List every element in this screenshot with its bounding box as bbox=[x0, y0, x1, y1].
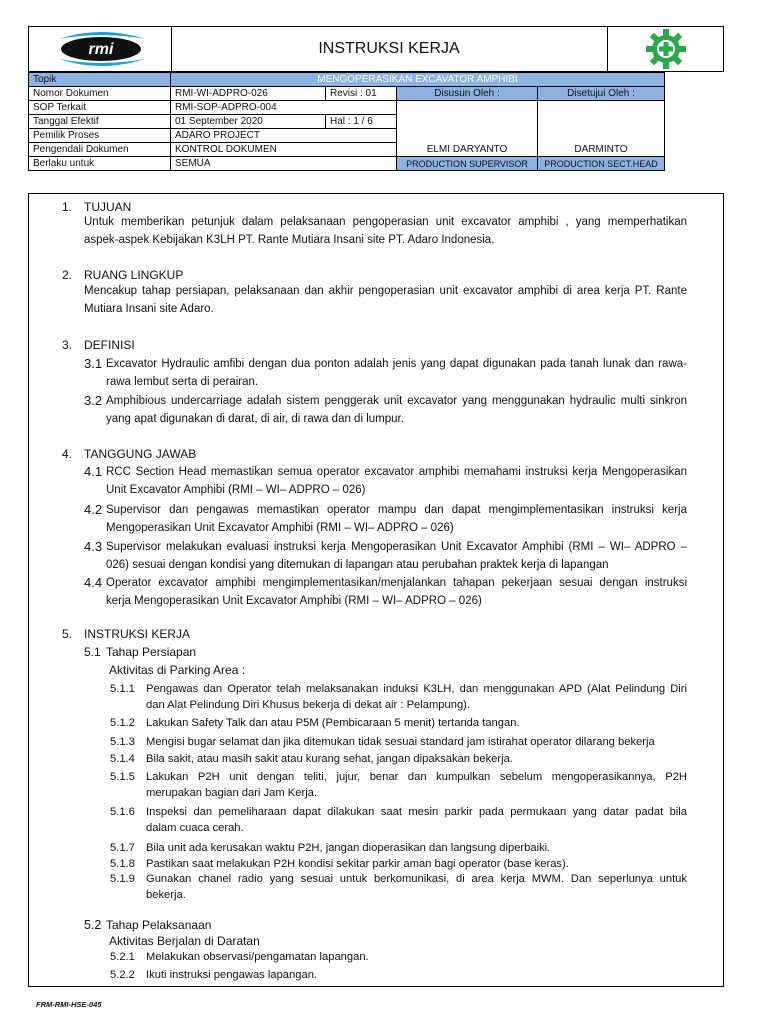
section-title: TANGGUNG JAWAB bbox=[84, 447, 197, 461]
document-meta-table bbox=[28, 72, 665, 171]
responsibility-text: Mengoperasikan Unit Excavator Amphibi (RMI – WI– ADPRO – 026) bbox=[106, 522, 454, 534]
step-number: 5.1.2 bbox=[110, 717, 135, 729]
document-header bbox=[28, 26, 724, 72]
subsection-number: 5.2 bbox=[84, 918, 102, 932]
step-number: 5.2.1 bbox=[110, 951, 135, 963]
meta-row bbox=[29, 87, 665, 101]
meta-value: ADARO PROJECT bbox=[171, 129, 397, 143]
responsibility-text: Unit Excavator Amphibi (RMI – WI– ADPRO – 026) bbox=[106, 484, 366, 496]
meta-row bbox=[29, 157, 665, 171]
meta-label: SOP Terkait bbox=[29, 101, 171, 115]
logo-text: rmi bbox=[88, 41, 114, 58]
meta-extra: Revisi : 01 bbox=[326, 87, 397, 101]
section-title: DEFINISI bbox=[84, 338, 135, 352]
step-number: 5.1.3 bbox=[110, 736, 135, 748]
responsibility-text: Supervisor dan pengawas memastikan operator mampu dan dapat mengimplementasikan instruksi kerja bbox=[106, 504, 687, 516]
rmi-logo bbox=[29, 27, 171, 71]
subsection-number: 5.1 bbox=[84, 645, 101, 659]
definition-text: Amphibious undercarriage adalah sistem penggerak unit excavator yang menggunakan hydraulic multi sinkron bbox=[106, 395, 687, 407]
disusun-name: ELMI DARYANTO bbox=[397, 101, 538, 157]
disetujui-label: Disetujui Oleh : bbox=[538, 87, 665, 101]
activity-title: Aktivitas Berjalan di Daratan bbox=[109, 934, 260, 948]
step-text: Pastikan saat melakukan P2H kondisi sekitar parkir aman bagi operator (base keras). bbox=[146, 858, 569, 870]
disusun-label: Disusun Oleh : bbox=[397, 87, 538, 101]
definition-text: yang apat digunakan di darat, di air, di rawa dan di lumpur. bbox=[106, 413, 404, 425]
definition-text: Excavator Hydraulic amfibi dengan dua ponton adalah jenis yang dapat digunakan pada tanah lunak dan rawa- bbox=[106, 358, 687, 370]
step-text: Inspeksi dan pemeliharaan dapat dilakukan saat mesin parkir pada permukaan yang datar padat bila bbox=[146, 806, 687, 818]
activity-title: Aktivitas di Parking Area : bbox=[109, 663, 246, 677]
form-code: FRM-RMI-HSE-045 bbox=[36, 1000, 102, 1009]
definition-number: 3.2 bbox=[84, 393, 103, 408]
step-text: dan Alat Pelindung Diri Khusus bekerja di dekat air : Pelampung). bbox=[146, 699, 471, 711]
step-text: Mengisi bugar selamat dan jika ditemukan tidak sesuai standard jam istirahat operator dilarang bekerja bbox=[146, 736, 655, 748]
safety-gear-icon bbox=[644, 27, 688, 71]
disetujui-role: PRODUCTION SECT.HEAD bbox=[538, 157, 665, 171]
responsibility-text: Supervisor melakukan evaluasi instruksi kerja Mengoperasikan Unit Excavator Amphibi (RMI – WI– ADPRO – bbox=[106, 541, 687, 553]
section-number: 1. bbox=[62, 200, 73, 214]
step-text: Bila sakit, atau masih sakit atau kurang sehat, jangan dipaksakan bekerja. bbox=[146, 753, 513, 765]
step-number: 5.1.6 bbox=[110, 806, 135, 818]
topic-row bbox=[29, 73, 665, 87]
responsibility-text: 026) sesuai dengan kondisi yang ditemukan di lapangan atau perubahan praktek kerja di lapangan bbox=[106, 559, 609, 571]
logo-cell bbox=[29, 27, 172, 71]
step-number: 5.2.2 bbox=[110, 969, 135, 981]
section-title: INSTRUKSI KERJA bbox=[84, 627, 191, 641]
section-number: 3. bbox=[62, 338, 73, 352]
step-text: merupakan bagian dari Jam Kerja. bbox=[146, 787, 318, 799]
topic-label: Topik bbox=[29, 73, 171, 87]
responsibility-text: RCC Section Head memastikan semua operator excavator amphibi memahami instruksi kerja Mengoperasikan bbox=[106, 466, 687, 478]
step-number: 5.1.7 bbox=[110, 842, 135, 854]
responsibility-text: Operator excavator amphibi mengimplementasikan/menjalankan tahapan pekerjaan sesuai dengan instruksi bbox=[106, 577, 687, 589]
responsibility-text: kerja Mengoperasikan Unit Excavator Amphibi (RMI – WI– ADPRO – 026) bbox=[106, 595, 482, 607]
gear-cell bbox=[607, 27, 725, 71]
step-text: Bila unit ada kerusakan waktu P2H, jangan dioperasikan dan langsung diperbaiki. bbox=[146, 842, 551, 854]
section-number: 4. bbox=[62, 447, 73, 461]
responsibility-number: 4.3 bbox=[84, 539, 103, 554]
disusun-role: PRODUCTION SUPERVISOR bbox=[397, 157, 538, 171]
meta-label: Nomor Dokumen bbox=[29, 87, 171, 101]
meta-row bbox=[29, 101, 665, 115]
step-text: Lakukan Safety Talk dan atau P5M (Pembicaraan 5 menit) tertanda tangan. bbox=[146, 717, 520, 729]
subsection-title: Tahap Persiapan bbox=[106, 645, 197, 659]
step-text: Melakukan observasi/pengamatan lapangan. bbox=[146, 951, 369, 963]
definition-number: 3.1 bbox=[84, 356, 103, 371]
topic-title: MENGOPERASIKAN EXCAVATOR AMPHIBI bbox=[171, 73, 665, 87]
step-number: 5.1.5 bbox=[110, 771, 135, 783]
step-number: 5.1.4 bbox=[110, 753, 135, 765]
step-number: 5.1.1 bbox=[110, 683, 135, 695]
step-number: 5.1.9 bbox=[110, 873, 135, 885]
responsibility-number: 4.1 bbox=[84, 464, 103, 479]
step-text: bekerja. bbox=[146, 889, 186, 901]
definition-text: rawa lembut serta di perairan. bbox=[106, 376, 259, 388]
meta-label: Berlaku untuk bbox=[29, 157, 171, 171]
section-text: aspek-aspek Kebijakan K3LH PT. Rante Mutiara Insani site PT. Adaro Indonesia. bbox=[84, 234, 495, 246]
responsibility-number: 4.4 bbox=[84, 575, 103, 590]
step-text: Gunakan chanel radio yang sesuai untuk berkomunikasi, di area kerja MWM. Dan seperlunya untuk bbox=[146, 873, 687, 885]
meta-label: Tanggal Efektif bbox=[29, 115, 171, 129]
step-text: Lakukan P2H unit dengan teliti, jujur, benar dan kumpulkan sebelum mengoperasikannya, P2H bbox=[146, 771, 687, 783]
step-text: dalam cuaca cerah. bbox=[146, 822, 244, 834]
document-title: INSTRUKSI KERJA bbox=[171, 27, 608, 71]
section-title: RUANG LINGKUP bbox=[84, 268, 184, 282]
step-text: Pengawas dan Operator telah melaksanakan induksi K3LH, dan menggunakan APD (Alat Pelindung Diri bbox=[146, 683, 687, 695]
meta-value: KONTROL DOKUMEN bbox=[171, 143, 397, 157]
meta-extra: Hal : 1 / 6 bbox=[326, 115, 397, 129]
meta-label: Pemilik Proses bbox=[29, 129, 171, 143]
section-text: Mencakup tahap persiapan, pelaksanaan dan akhir pengoperasian unit excavator amphibi di area kerja PT. Rante bbox=[84, 285, 687, 297]
meta-value: 01 September 2020 bbox=[171, 115, 326, 129]
meta-value: SEMUA bbox=[171, 157, 397, 171]
section-number: 2. bbox=[62, 268, 73, 282]
section-text: Untuk memberikan petunjuk dalam pelaksanaan pengoperasian unit excavator amphibi , yang memperhatikan bbox=[84, 216, 687, 228]
meta-label: Pengendali Dokumen bbox=[29, 143, 171, 157]
section-title: TUJUAN bbox=[84, 200, 132, 214]
section-number: 5. bbox=[62, 627, 73, 641]
step-text: Ikuti instruksi pengawas lapangan. bbox=[146, 969, 318, 981]
section-text: Mutiara Insani site Adaro. bbox=[84, 303, 214, 315]
subsection-title: Tahap Pelaksanaan bbox=[106, 918, 212, 932]
disetujui-name: DARMINTO bbox=[538, 101, 665, 157]
step-number: 5.1.8 bbox=[110, 858, 135, 870]
meta-value: RMI-SOP-ADPRO-004 bbox=[171, 101, 397, 115]
meta-value: RMI-WI-ADPRO-026 bbox=[171, 87, 326, 101]
responsibility-number: 4.2 bbox=[84, 502, 103, 517]
